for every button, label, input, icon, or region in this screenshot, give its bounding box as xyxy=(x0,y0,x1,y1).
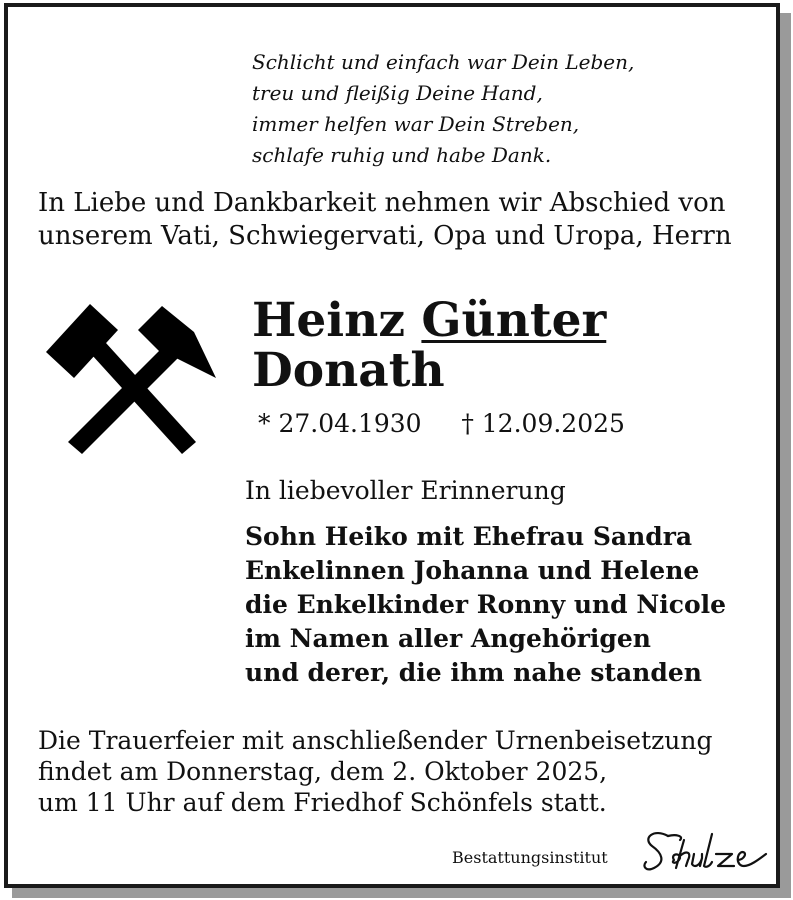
mourners-list xyxy=(245,520,726,690)
mourner-line: Enkelinnen Johanna und Helene xyxy=(245,556,700,585)
death-date: † 12.09.2025 xyxy=(461,409,625,438)
poem xyxy=(252,47,634,171)
life-dates xyxy=(258,409,625,439)
name-line-1 xyxy=(252,293,607,348)
poem-line: treu und fleißig Deine Hand, xyxy=(252,81,543,105)
intro-text xyxy=(38,187,758,253)
memory-heading: In liebevoller Erinnerung xyxy=(245,476,566,505)
mourner-line: und derer, die ihm nahe standen xyxy=(245,658,702,687)
intro-line: In Liebe und Dankbarkeit nehmen wir Abschied von xyxy=(38,188,726,218)
birth-date: * 27.04.1930 xyxy=(258,409,422,438)
last-name: Donath xyxy=(252,343,445,398)
mourner-line: Sohn Heiko mit Ehefrau Sandra xyxy=(245,522,693,551)
intro-line: unserem Vati, Schwiegervati, Opa und Uropa, Herrn xyxy=(38,221,732,251)
undertaker-label: Bestattungsinstitut xyxy=(452,848,608,867)
service-line: Die Trauerfeier mit anschließender Urnenbeisetzung xyxy=(38,726,713,755)
deceased-name xyxy=(252,293,607,398)
poem-line: immer helfen war Dein Streben, xyxy=(252,112,580,136)
crossed-hammers-icon xyxy=(44,302,219,457)
service-line: um 11 Uhr auf dem Friedhof Schönfels statt. xyxy=(38,788,607,817)
first-name: Heinz xyxy=(252,293,406,348)
mourner-line: im Namen aller Angehörigen xyxy=(245,624,651,653)
service-line: findet am Donnerstag, dem 2. Oktober 2025, xyxy=(38,757,608,786)
poem-line: Schlicht und einfach war Dein Leben, xyxy=(252,50,635,74)
middle-name: Günter xyxy=(421,293,607,348)
poem-line: schlafe ruhig und habe Dank. xyxy=(252,143,552,167)
mourner-line: die Enkelkinder Ronny und Nicole xyxy=(245,590,727,619)
funeral-service-info xyxy=(38,725,712,818)
undertaker-signature-logo xyxy=(640,826,770,878)
